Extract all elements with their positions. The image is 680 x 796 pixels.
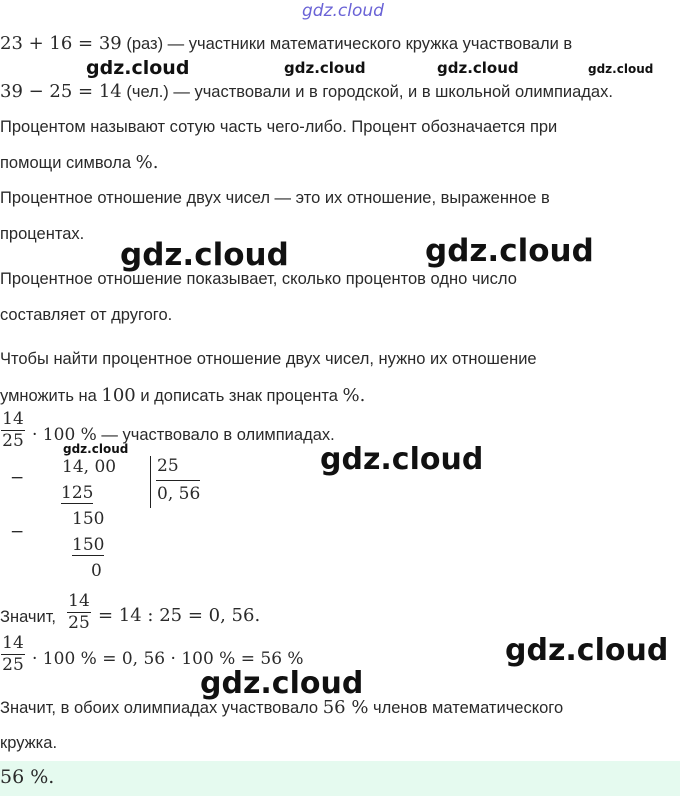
watermark-2: gdz.cloud [284, 59, 366, 77]
fraction-numerator: 14 [2, 409, 24, 429]
conclusion-1-lead: Значит, [0, 608, 57, 626]
conclusion-2 [0, 697, 563, 718]
definition-percent-1: Процентом называют сотую часть чего-либо. Процент обозначается при [0, 118, 558, 136]
division-remainder-1: 150 [72, 509, 105, 529]
conclusion-2-text-a: Значит, в обоих олимпиадах участвовало [0, 699, 323, 717]
answer-box [0, 761, 680, 796]
watermark-10: gdz.cloud [200, 666, 364, 701]
line-2 [0, 81, 613, 102]
division-subtrahend-1: 125 [61, 483, 94, 503]
fraction-14-25 [1, 410, 25, 451]
line-1 [0, 33, 572, 54]
rule-2-number: 100 [101, 385, 136, 406]
ratio-meaning-2: составляет от другого. [0, 306, 173, 324]
rule-2-percent: %. [342, 385, 366, 406]
answer-value: 56 %. [0, 766, 55, 788]
conclusion-2-text-b: членов математического [368, 699, 564, 717]
division-quotient: 0, 56 [157, 484, 201, 504]
line-2-text: (чел.) — участвовали и в городской, и в школьной олимпиадах. [121, 83, 613, 101]
division-divisor: 25 [157, 456, 179, 476]
conclusion-1-math: = 14 : 25 = 0, 56. [98, 605, 261, 626]
calc-1-text: — участвовало в олимпиадах. [96, 426, 335, 444]
watermark-5: gdz.cloud [120, 237, 289, 273]
division-subtrahend-2: 150 [72, 535, 105, 555]
equation-2: 39 − 25 = 14 [0, 81, 122, 102]
rule-2-text-b: и дописать знак процента [135, 387, 343, 405]
conclusion-2-math: 56 % [322, 697, 369, 718]
definition-percent-2-text: помощи символа [0, 154, 136, 172]
calc-2-math: · 100 % = 0, 56 · 100 % = 56 % [32, 649, 304, 669]
division-minus-1: − [10, 468, 25, 488]
division-dividend: 14, 00 [62, 457, 117, 477]
watermark-9: gdz.cloud [505, 633, 669, 668]
calc-1-math: · 100 % [32, 425, 97, 445]
division-minus-2: − [10, 522, 25, 542]
watermark-6: gdz.cloud [425, 233, 594, 269]
definition-ratio-1: Процентное отношение двух чисел — это их отношение, выраженное в [0, 189, 550, 207]
fraction-14-25-2: 14 25 [68, 591, 90, 633]
equation-1: 23 + 16 = 39 [0, 33, 122, 54]
definition-ratio-2: процентах. [0, 225, 85, 243]
ratio-meaning-1: Процентное отношение показывает, сколько процентов одно число [0, 270, 517, 288]
watermark-8: gdz.cloud [320, 442, 484, 477]
definition-percent-2 [0, 152, 158, 173]
fraction-denominator: 25 [2, 431, 24, 451]
conclusion-2-end: кружка. [0, 734, 58, 752]
rule-1: Чтобы найти процентное отношение двух чисел, нужно их отношение [0, 350, 537, 368]
line-1-text: (раз) — участники математического кружка участвовали в [121, 35, 573, 53]
watermark-top: gdz.cloud [302, 1, 384, 21]
rule-2-text-a: умножить на [0, 387, 102, 405]
fraction-14-25-3: 14 25 [2, 633, 24, 675]
division-remainder-2: 0 [91, 561, 102, 581]
watermark-1: gdz.cloud [86, 57, 190, 79]
watermark-4: gdz.cloud [588, 62, 654, 76]
percent-symbol: %. [135, 152, 159, 173]
watermark-7: gdz.cloud [63, 442, 129, 456]
rule-2 [0, 385, 365, 406]
watermark-3: gdz.cloud [437, 59, 519, 77]
